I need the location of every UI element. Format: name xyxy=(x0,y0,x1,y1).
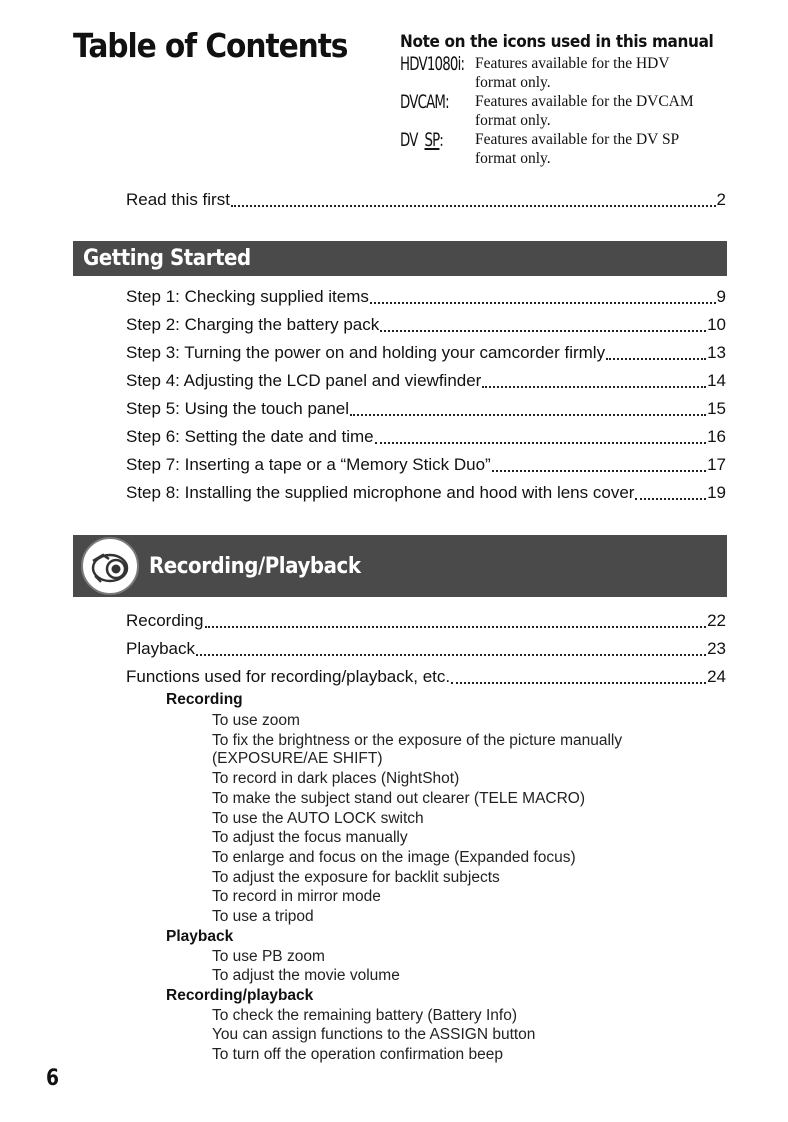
camcorder-icon xyxy=(81,537,139,595)
toc-entry[interactable]: Step 4: Adjusting the LCD panel and viewfinder 14 xyxy=(126,371,726,390)
toc-entry[interactable]: Step 8: Installing the supplied microphone and hood with lens cover 19 xyxy=(126,483,726,502)
subsection-item[interactable]: To fix the brightness or the exposure of the picture manually (EXPOSURE/AE SHIFT) xyxy=(212,732,623,767)
hdv1080i-icon: HDV1080i: xyxy=(400,53,465,75)
page-number: 6 xyxy=(46,1066,60,1091)
subsection-item[interactable]: To turn off the operation confirmation beep xyxy=(212,1046,503,1063)
subsection-item[interactable]: To make the subject stand out clearer (TELE MACRO) xyxy=(212,790,586,807)
toc-entry[interactable]: Step 3: Turning the power on and holding your camcorder firmly 13 xyxy=(126,343,726,362)
icon-note-text: format only. xyxy=(475,150,551,167)
dot-leader xyxy=(370,302,716,304)
section-title: Recording/Playback xyxy=(149,553,361,579)
icon-note-title: Note on the icons used in this manual xyxy=(400,32,714,52)
section-header-getting-started xyxy=(73,241,727,276)
toc-entry[interactable]: Functions used for recording/playback, etc. 24 xyxy=(126,667,726,686)
toc-entry[interactable]: Recording 22 xyxy=(126,611,726,630)
page-ref: 24 xyxy=(707,667,726,686)
icon-note-row-hdv xyxy=(400,54,730,92)
page-ref: 14 xyxy=(707,371,726,390)
page-ref: 10 xyxy=(707,315,726,334)
toc-entry[interactable]: Step 5: Using the touch panel 15 xyxy=(126,399,726,418)
icon-note xyxy=(400,32,730,168)
toc-entry-read-this-first[interactable]: Read this first 2 xyxy=(126,190,726,209)
toc-entry[interactable]: Step 2: Charging the battery pack 10 xyxy=(126,315,726,334)
dv-sp-icon: DV SP: xyxy=(400,129,443,151)
section-header-recording-playback xyxy=(73,535,727,597)
section-title: Getting Started xyxy=(83,246,251,271)
icon-note-text: format only. xyxy=(475,74,551,91)
dot-leader xyxy=(606,358,706,360)
icon-note-text: format only. xyxy=(475,112,551,129)
dot-leader xyxy=(635,498,706,500)
page-ref: 15 xyxy=(707,399,726,418)
dot-leader xyxy=(231,205,716,207)
subsection-item[interactable]: You can assign functions to the ASSIGN button xyxy=(212,1026,536,1043)
page-ref: 16 xyxy=(707,427,726,446)
toc-entry[interactable]: Step 7: Inserting a tape or a “Memory Stick Duo” 17 xyxy=(126,455,726,474)
dot-leader xyxy=(451,682,706,684)
subsection-item[interactable]: To use the AUTO LOCK switch xyxy=(212,810,424,827)
icon-note-text: Features available for the DVCAM xyxy=(475,93,694,110)
toc-entry[interactable]: Step 6: Setting the date and time 16 xyxy=(126,427,726,446)
subsection-item[interactable]: To record in mirror mode xyxy=(212,888,381,905)
page-ref: 17 xyxy=(707,455,726,474)
icon-note-text: Features available for the HDV xyxy=(475,55,670,72)
subsection-item[interactable]: To adjust the exposure for backlit subjects xyxy=(212,869,500,886)
subsection-item[interactable]: To adjust the focus manually xyxy=(212,829,408,846)
toc-entry[interactable]: Step 1: Checking supplied items 9 xyxy=(126,287,726,306)
subsection-item[interactable]: To record in dark places (NightShot) xyxy=(212,770,460,787)
page-title: Table of Contents xyxy=(73,26,348,65)
dot-leader xyxy=(380,330,706,332)
dot-leader xyxy=(350,414,706,416)
toc-entry[interactable]: Playback 23 xyxy=(126,639,726,658)
subsection-item[interactable]: To adjust the movie volume xyxy=(212,967,400,984)
subsection-heading: Playback xyxy=(166,928,234,945)
icon-note-row-dvsp xyxy=(400,130,730,168)
page-ref: 2 xyxy=(716,190,726,209)
dot-leader xyxy=(375,442,706,444)
page-ref: 23 xyxy=(707,639,726,658)
icon-note-text: Features available for the DV SP xyxy=(475,131,680,148)
dot-leader xyxy=(196,654,706,656)
subsection-item[interactable]: To use a tripod xyxy=(212,908,314,925)
dot-leader xyxy=(482,386,706,388)
subsection-item[interactable]: To check the remaining battery (Battery Info) xyxy=(212,1007,517,1024)
page-ref: 19 xyxy=(707,483,726,502)
subsection-item[interactable]: To use PB zoom xyxy=(212,948,325,965)
icon-note-row-dvcam xyxy=(400,92,730,130)
dot-leader xyxy=(492,470,706,472)
subsection-heading: Recording/playback xyxy=(166,987,314,1004)
subsection-heading: Recording xyxy=(166,691,243,708)
page-ref: 9 xyxy=(716,287,726,306)
subsection-item[interactable]: To use zoom xyxy=(212,712,300,729)
dot-leader xyxy=(205,626,707,628)
subsection-item[interactable]: To enlarge and focus on the image (Expanded focus) xyxy=(212,849,576,866)
dvcam-icon: DVCAM: xyxy=(400,91,449,113)
page-ref: 13 xyxy=(707,343,726,362)
page-ref: 22 xyxy=(707,611,726,630)
